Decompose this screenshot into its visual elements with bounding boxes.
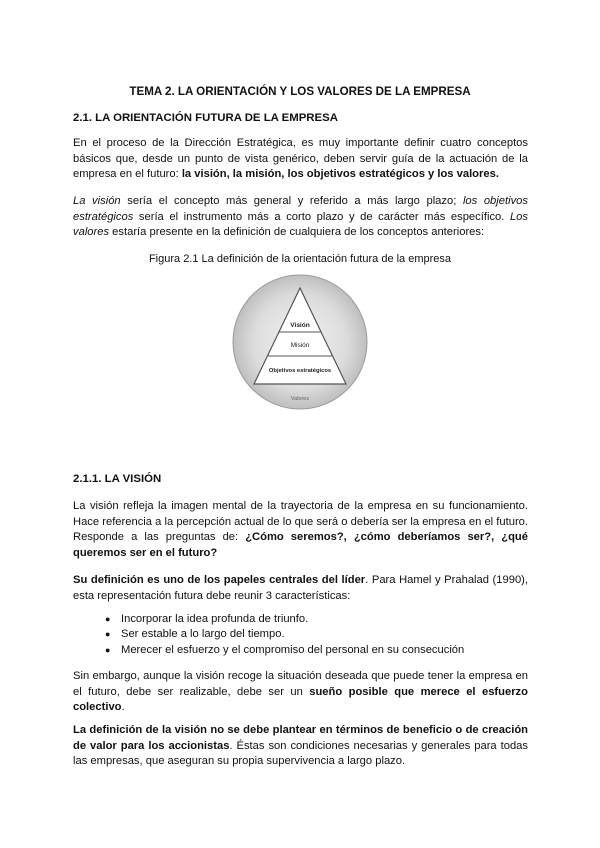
paragraph-concepts-a: sería el concepto más general y referido a más largo plazo;: [120, 195, 463, 207]
section-heading-2-1-1: 2.1.1. LA VISIÓN: [73, 473, 162, 485]
paragraph-leader-text: . Para Hamel y Prahalad (1990), esta representación futura debe reunir 3 características:: [73, 574, 528, 602]
term-objetivos: los objetivos estratégicos: [73, 195, 528, 223]
orientation-pyramid-figure: [230, 272, 370, 412]
paragraph-benefit: [73, 723, 528, 770]
term-vision: La visión: [73, 195, 121, 207]
paragraph-vision-definition: [73, 499, 528, 561]
term-valores: Los valores: [73, 210, 528, 238]
pyramid-label-vision: Visión: [290, 322, 310, 329]
characteristics-list: [105, 612, 464, 658]
paragraph-intro-text: En el proceso de la Dirección Estratégica, es muy importante definir cuatro conceptos básicos que, desde un punto de vista genérico, deben servir guía de la actuación de la empresa en el futuro:: [73, 137, 528, 180]
paragraph-concepts-b: sería el instrumento más a corto plazo y de carácter más específico.: [133, 210, 510, 223]
paragraph-realizable-bold: sueño posible que merece el esfuerzo colectivo: [73, 685, 528, 713]
paragraph-benefit-text: . Éstas son condiciones necesarias y generales para todas las empresas, que aseguran su propia supervivencia a largo plazo.: [73, 739, 528, 767]
figure-caption: Figura 2.1 La definición de la orientación futura de la empresa: [148, 253, 452, 265]
page-title: TEMA 2. LA ORIENTACIÓN Y LOS VALORES DE LA EMPRESA: [129, 85, 471, 98]
pyramid-label-mision: Misión: [290, 342, 310, 349]
circle-label-valores: Valores: [290, 396, 310, 402]
paragraph-vision-text: La visión refleja la imagen mental de la trayectoria de la empresa en su funcionamiento. Hace referencia a la percepción actual de lo que será o debería ser la empresa en el futuro. Responde a las preguntas de:: [73, 500, 528, 543]
paragraph-realizable-end: .: [121, 701, 125, 713]
paragraph-realizable-text: Sin embargo, aunque la visión recoge la situación deseada que puede tener la empresa en el futuro, debe ser realizable, debe ser un: [73, 670, 528, 698]
paragraph-concepts: [73, 194, 528, 241]
paragraph-vision-questions: ¿Cómo seremos?, ¿cómo deberíamos ser?, ¿qué queremos ser en el futuro?: [73, 531, 528, 559]
pyramid-label-objetivos: Objetivos estratégicos: [268, 368, 332, 374]
list-item: ● Incorporar la idea profunda de triunfo.: [105, 612, 464, 627]
paragraph-intro-bold: la visión, la misión, los objetivos estratégicos y los valores.: [181, 168, 499, 180]
section-heading-2-1: 2.1. LA ORIENTACIÓN FUTURA DE LA EMPRESA: [73, 112, 338, 124]
paragraph-intro: [73, 136, 528, 183]
paragraph-concepts-c: estaría presente en la definición de cualquiera de los conceptos anteriores:: [109, 226, 485, 238]
paragraph-benefit-bold: La definición de la visión no se debe plantear en términos de beneficio o de creación de valor para los accionistas: [73, 724, 528, 752]
paragraph-realizable: [73, 669, 528, 716]
list-item: ● Ser estable a lo largo del tiempo.: [105, 627, 464, 642]
list-item: ● Merecer el esfuerzo y el compromiso del personal en su consecución: [105, 643, 464, 658]
paragraph-leader-bold: Su definición es uno de los papeles centrales del líder: [73, 574, 366, 586]
paragraph-leader: [73, 573, 528, 604]
